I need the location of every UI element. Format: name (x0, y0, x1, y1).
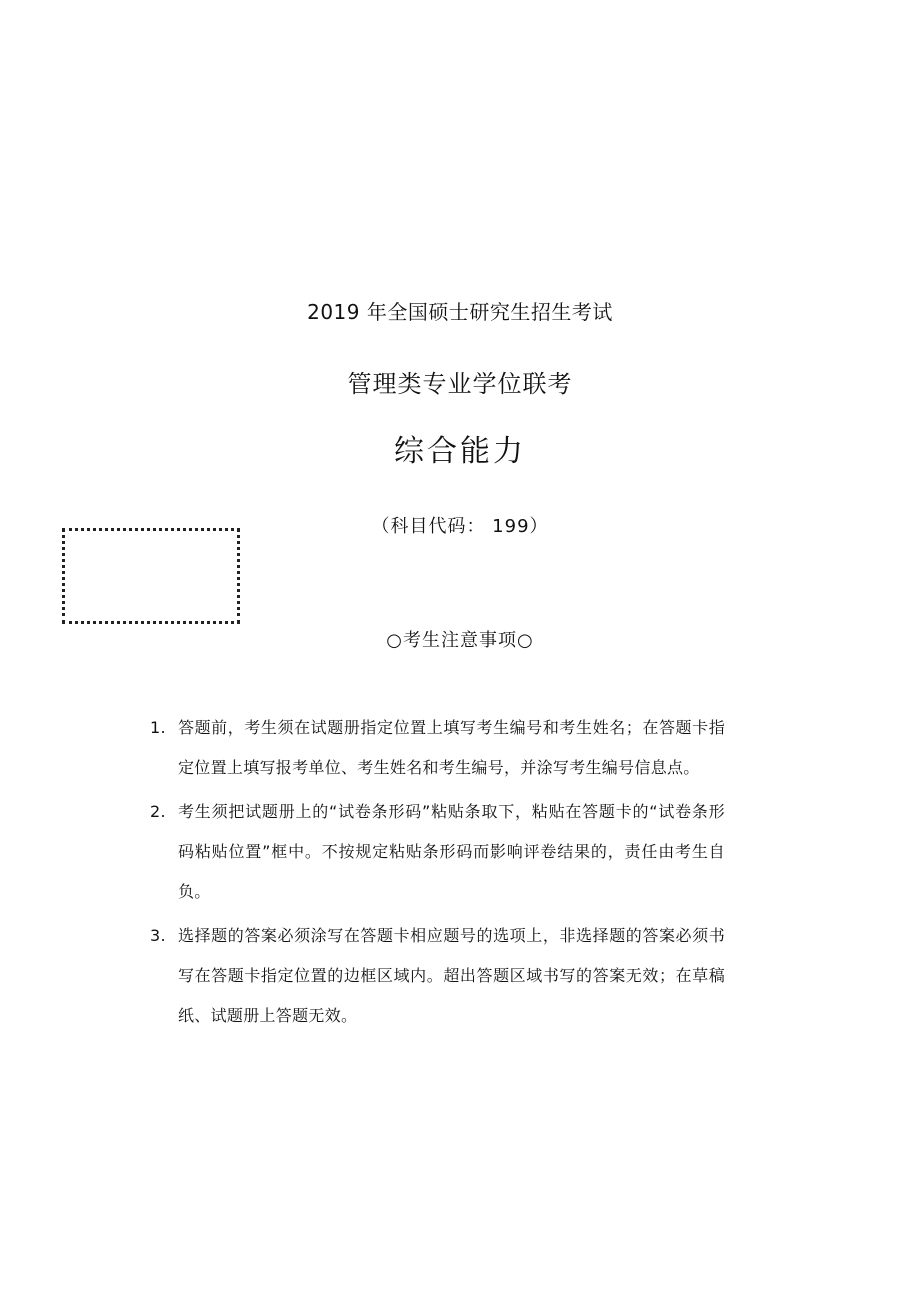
instruction-text: 选择题的答案必须涂写在答题卡相应题号的选项上，非选择题的答案必须书写在答题卡指定位置的边框区域内。超出答题区域书写的答案无效；在草稿纸、试题册上答题无效。 (178, 926, 725, 1025)
subject-code: （科目代码： 199） (371, 516, 549, 537)
instruction-text: 考生须把试题册上的“试卷条形码”粘贴条取下，粘贴在答题卡的“试卷条形码粘贴位置”框中。不按规定粘贴条形码而影响评卷结果的，责任由考生自负。 (178, 802, 725, 901)
instruction-number: 3. (150, 926, 166, 945)
instruction-number: 2. (150, 802, 166, 821)
exam-title: 2019 年全国硕士研究生招生考试 (307, 300, 613, 324)
exam-subtitle: 管理类专业学位联考 (347, 370, 573, 398)
instruction-text: 答题前，考生须在试题册指定位置上填写考生编号和考生姓名；在答题卡指定位置上填写报考单位、考生姓名和考生编号，并涂写考生编号信息点。 (178, 718, 725, 777)
barcode-placeholder-box (62, 528, 240, 624)
instruction-item (150, 708, 725, 788)
notice-heading: ○考生注意事项○ (386, 630, 534, 651)
instruction-item (150, 916, 725, 1036)
exam-subject: 综合能力 (394, 434, 526, 469)
instruction-number: 1. (150, 718, 166, 737)
instructions-list (150, 708, 725, 1040)
instruction-item (150, 792, 725, 912)
